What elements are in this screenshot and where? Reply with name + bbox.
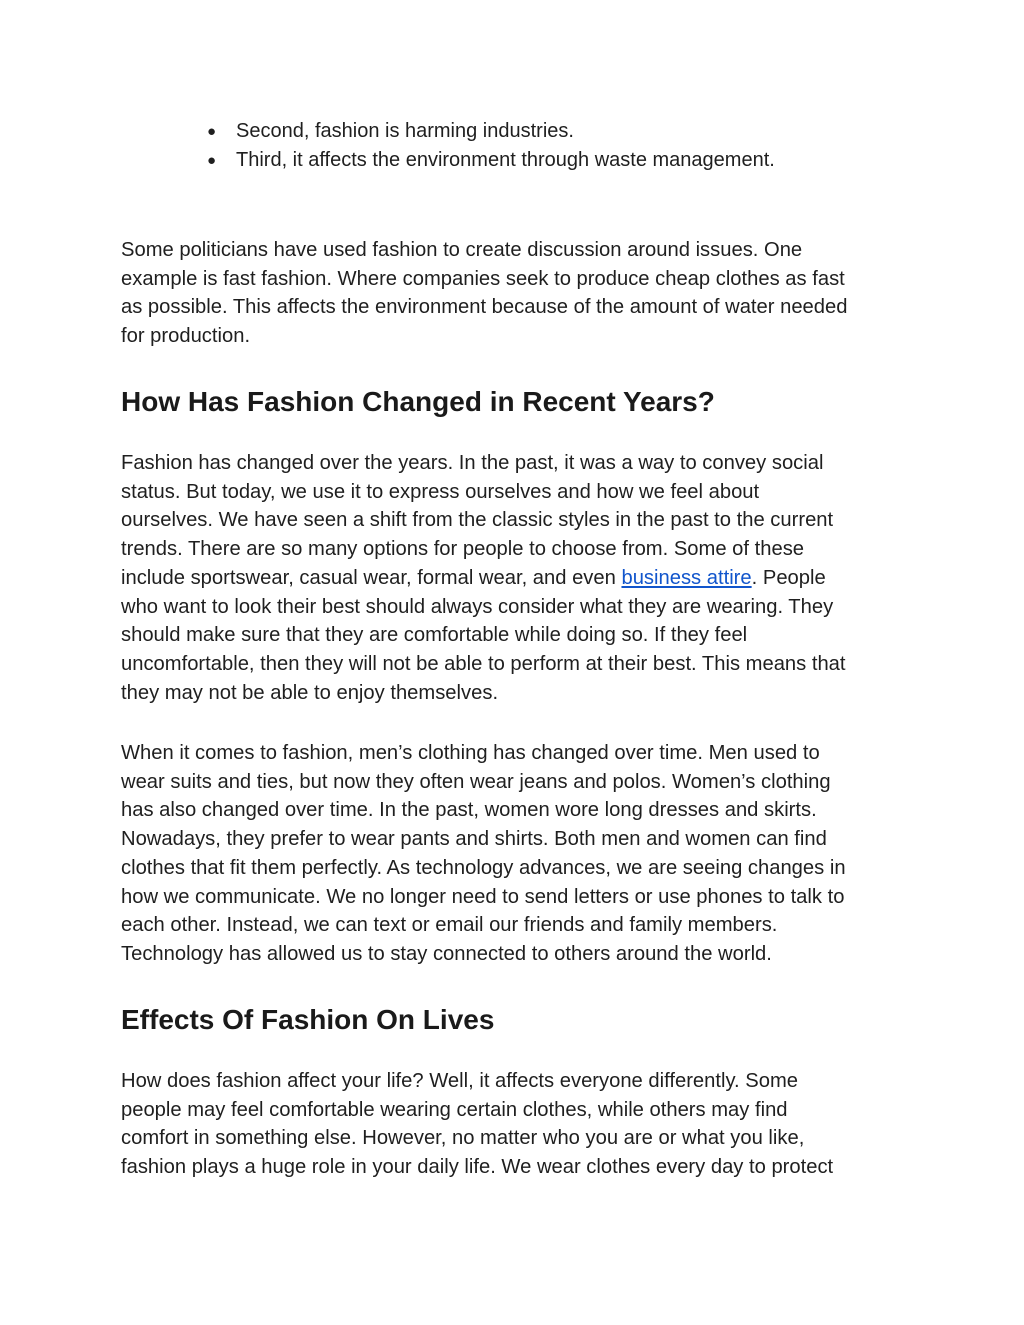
fashion-changes-paragraph-1 (121, 449, 921, 707)
fashion-changes-paragraph-2: When it comes to fashion, men’s clothing has changed over time. Men used to wear suits and ties, but now they often wear jeans and polos. Women’s clothing has also changed over time. In the past, women wore long dresses and skirts. Nowadays, they prefer to wear pants and shirts. Both men and women can find clothes that fit them perfectly. As technology advances, we are seeing changes in how we communicate. We no longer need to send letters or use phones to talk to each other. Instead, we can text or email our friends and family members. Technology has allowed us to stay connected to others around the world. (121, 742, 846, 965)
paragraph-text: Fashion has changed over the years. In the past, it was a way to convey social status. But today, we use it to express ourselves and how we feel about ourselves. We have seen a shift from the classic styles in the past to the current trends. There are so many options for people to choose from. Some of these include sportswear, casual wear, formal wear, and even (121, 452, 834, 589)
section-heading-fashion-changes: How Has Fashion Changed in Recent Years? (121, 386, 715, 417)
bullet-icon: ● (207, 123, 217, 140)
effects-paragraph-1: How does fashion affect your life? Well, it affects everyone differently. Some people may feel comfortable wearing certain clothes, while others may find comfort in something else. However, no matter who you are or what you like, fashion plays a huge role in your daily life. We wear clothes every day to protect (121, 1070, 834, 1179)
bullet-list (207, 117, 775, 175)
list-item-text: Second, fashion is harming industries. (236, 120, 574, 142)
list-item (207, 146, 775, 175)
paragraph-text: . People who want to look their best should always consider what they are wearing. They should make sure that they are comfortable while doing so. If they feel uncomfortable, then they will not be able to perform at their best. This means that they may not be able to enjoy themselves. (121, 566, 846, 704)
list-item (207, 117, 775, 146)
bullet-icon: ● (207, 152, 217, 169)
section-heading-effects-on-lives: Effects Of Fashion On Lives (121, 1004, 495, 1035)
business-attire-link[interactable]: business attire (621, 566, 752, 589)
intro-paragraph: Some politicians have used fashion to create discussion around issues. One example is fast fashion. Where companies seek to produce cheap clothes as fast as possible. This affects the environment because of the amount of water needed for production. (121, 239, 848, 348)
list-item-text: Third, it affects the environment through waste management. (236, 149, 775, 171)
